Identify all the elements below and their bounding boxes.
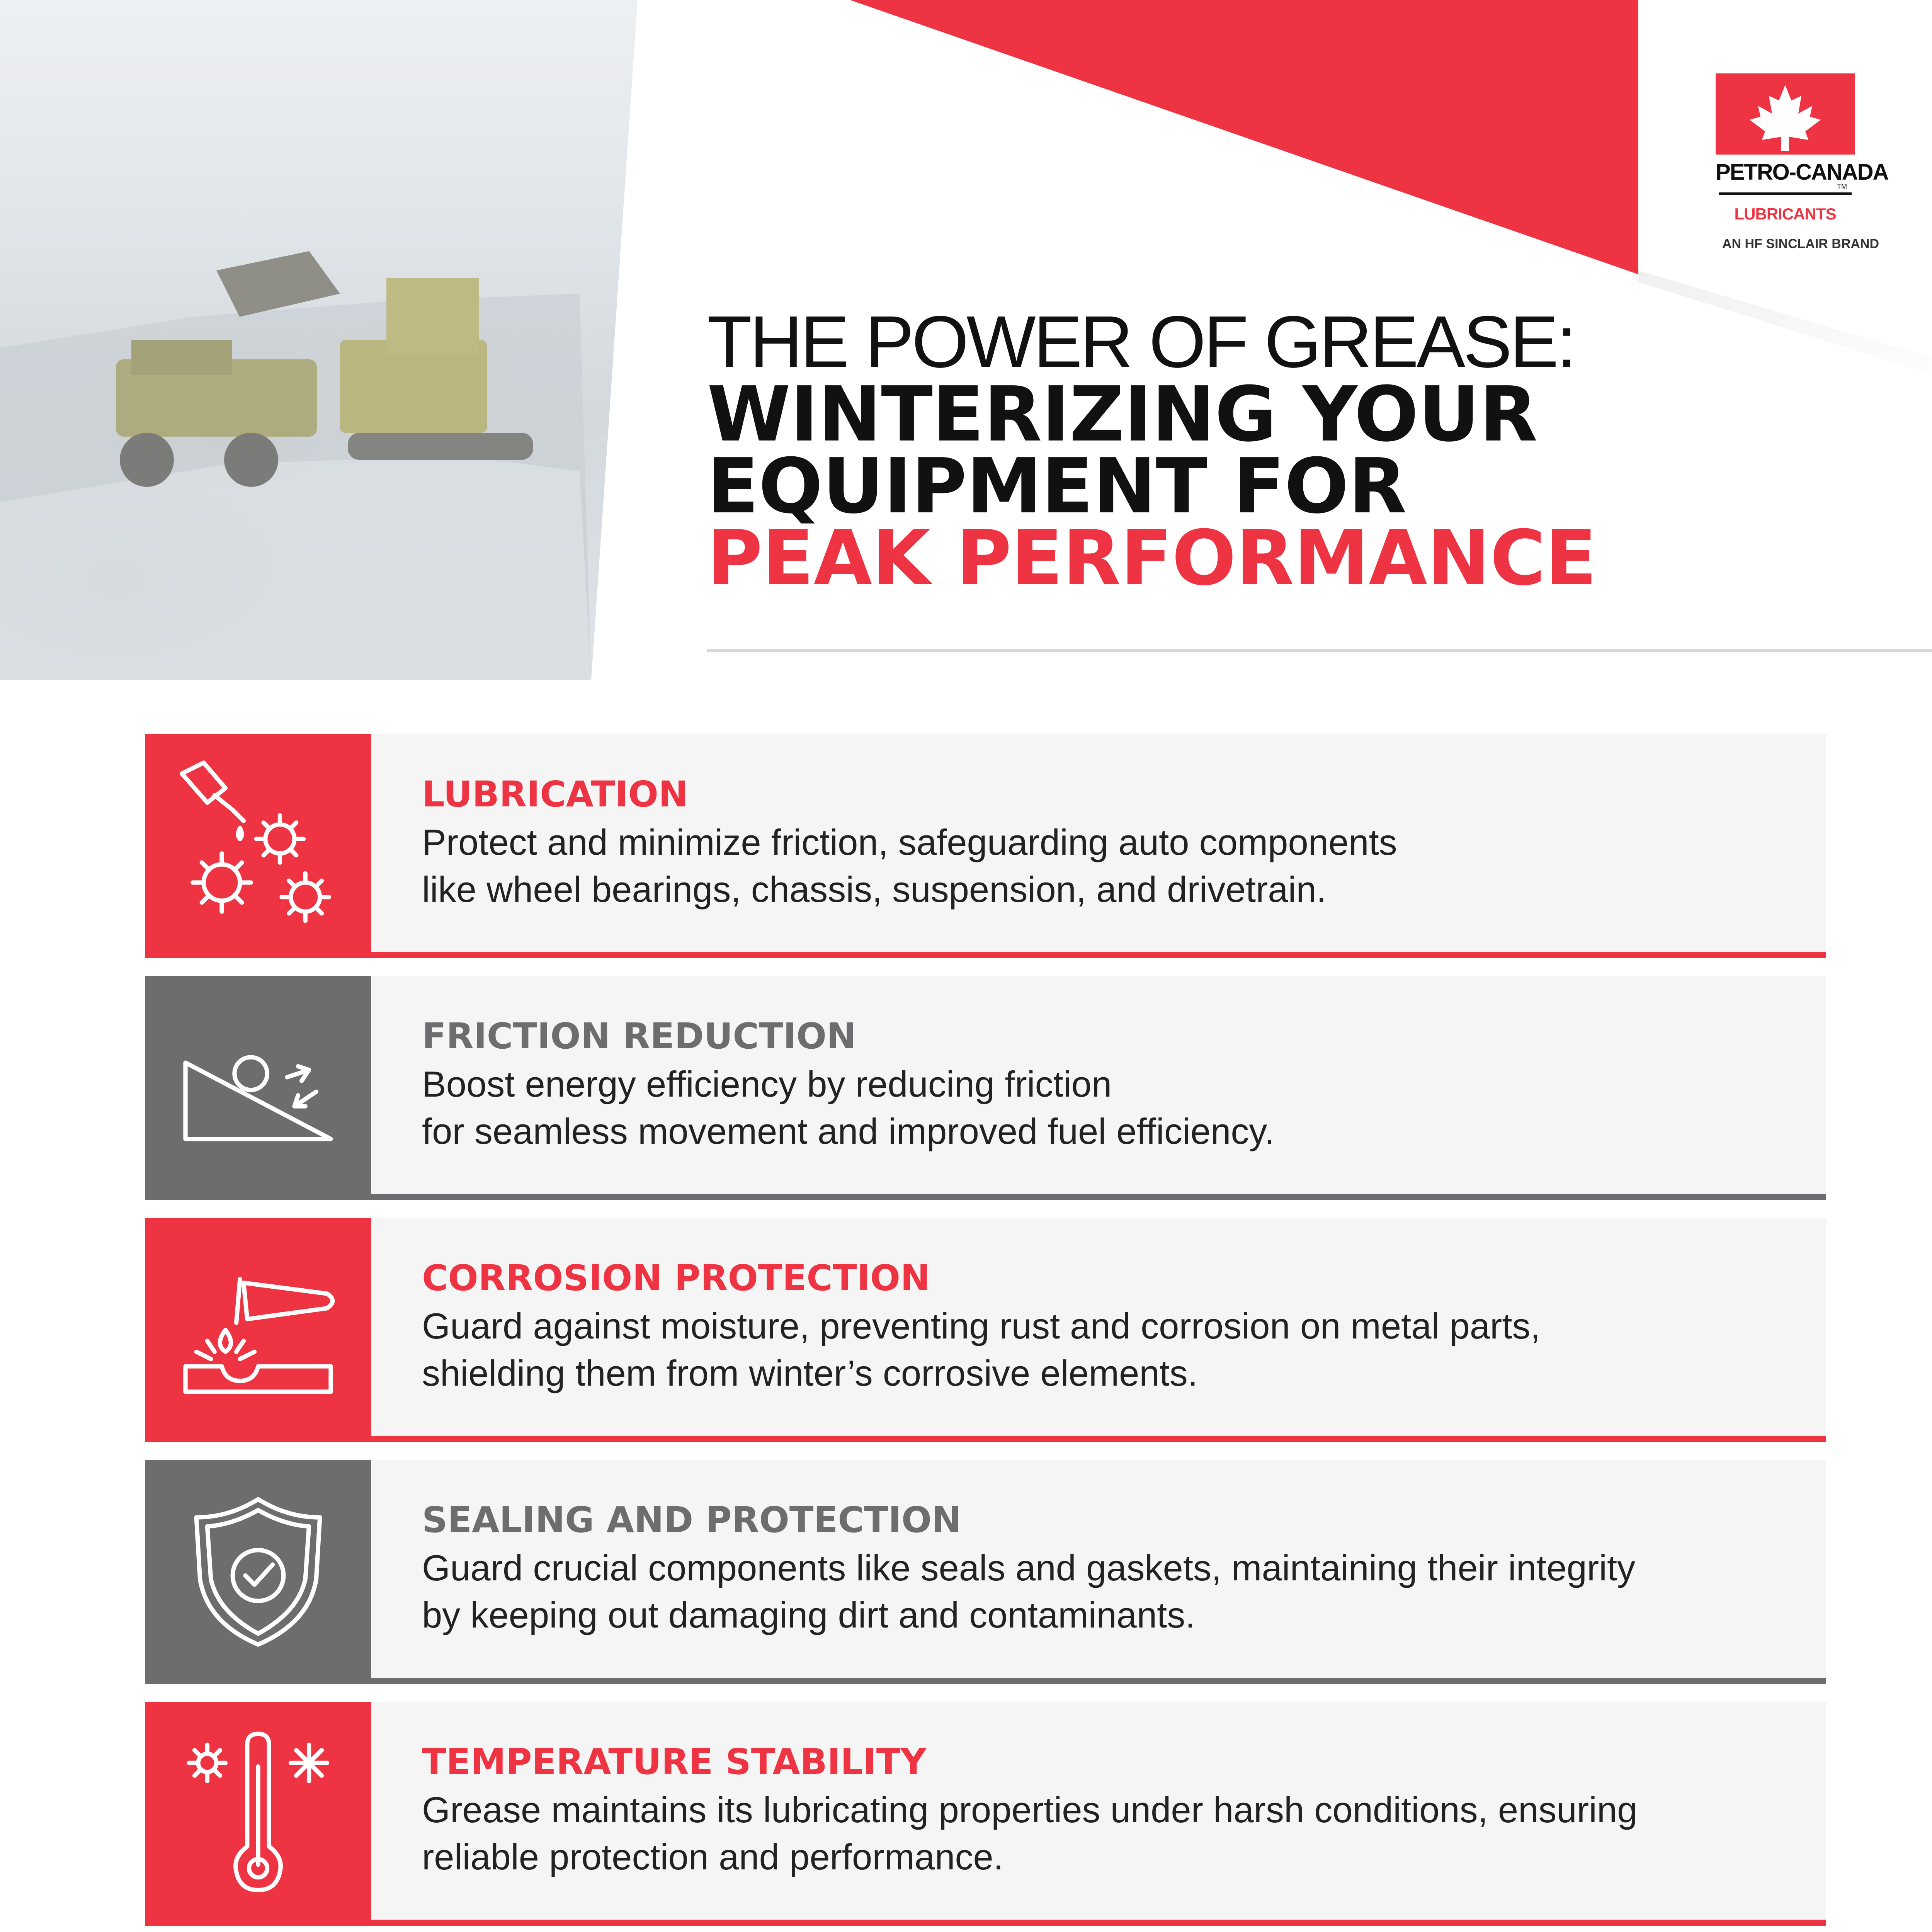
card-body <box>422 1061 1798 1155</box>
card-body-line: for seamless movement and improved fuel efficiency. <box>422 1111 1275 1151</box>
title-line-3: EQUIPMENT FOR <box>707 442 1406 531</box>
brand-sub: LUBRICANTS <box>1734 205 1836 223</box>
card-heading: CORROSION PROTECTION <box>422 1257 930 1299</box>
brand-wordmark: PETRO-CANADA <box>1716 160 1888 185</box>
card-body-line: Grease maintains its lubricating properties under harsh conditions, ensuring <box>422 1789 1638 1830</box>
card-body-line: Guard crucial components like seals and gaskets, maintaining their integrity <box>422 1547 1636 1588</box>
brand-logo <box>1716 73 1888 259</box>
card-underline <box>371 1920 1826 1926</box>
card-underline <box>371 952 1826 958</box>
logo-rule <box>1719 192 1852 195</box>
thermometer-icon <box>145 1702 371 1926</box>
page-title <box>707 301 1866 602</box>
benefit-card-sealing-protection <box>145 1460 1826 1684</box>
card-body-line: Protect and minimize friction, safeguarding auto components <box>422 821 1397 862</box>
card-body <box>422 1544 1798 1639</box>
card-body <box>422 819 1798 913</box>
card-body-line: like wheel bearings, chassis, suspension, and drivetrain. <box>422 869 1327 910</box>
oil-can-gears-icon <box>145 734 371 958</box>
trademark: TM <box>1837 183 1847 190</box>
card-heading: LUBRICATION <box>422 773 689 815</box>
brand-tagline: AN HF SINCLAIR BRAND <box>1722 236 1879 251</box>
card-body-line: Boost energy efficiency by reducing friction <box>422 1063 1112 1104</box>
benefit-card-temperature-stability <box>145 1702 1826 1926</box>
card-underline <box>371 1194 1826 1200</box>
decorative-red-triangle <box>850 0 1638 274</box>
benefit-card-friction-reduction <box>145 976 1826 1200</box>
card-body <box>422 1303 1798 1397</box>
card-underline <box>371 1436 1826 1442</box>
hero-photo-mining-equipment-snow <box>0 0 665 692</box>
card-underline <box>371 1678 1826 1684</box>
card-body-line: shielding them from winter’s corrosive elements. <box>422 1352 1198 1393</box>
benefit-list <box>145 734 1826 1932</box>
corrosion-drop-icon <box>145 1218 371 1442</box>
benefit-card-corrosion-protection <box>145 1218 1826 1442</box>
title-line-4: PEAK PERFORMANCE <box>707 514 1597 602</box>
card-body-line: by keeping out damaging dirt and contaminants. <box>422 1594 1196 1635</box>
card-body-line: Guard against moisture, preventing rust and corrosion on metal parts, <box>422 1305 1541 1346</box>
shield-check-icon <box>145 1460 371 1684</box>
benefit-card-lubrication <box>145 734 1826 958</box>
card-body <box>422 1786 1798 1881</box>
maple-leaf-logo-icon <box>1716 73 1855 155</box>
mining-trucks-illustration <box>0 0 665 692</box>
card-body-line: reliable protection and performance. <box>422 1836 1003 1877</box>
card-heading: TEMPERATURE STABILITY <box>422 1741 927 1782</box>
card-heading: SEALING AND PROTECTION <box>422 1499 962 1541</box>
incline-ball-icon <box>145 976 371 1200</box>
title-line-2: WINTERIZING YOUR <box>707 371 1537 459</box>
title-divider <box>707 649 1932 652</box>
card-heading: FRICTION REDUCTION <box>422 1015 857 1057</box>
title-line-1: THE POWER OF GREASE: <box>707 301 1575 383</box>
